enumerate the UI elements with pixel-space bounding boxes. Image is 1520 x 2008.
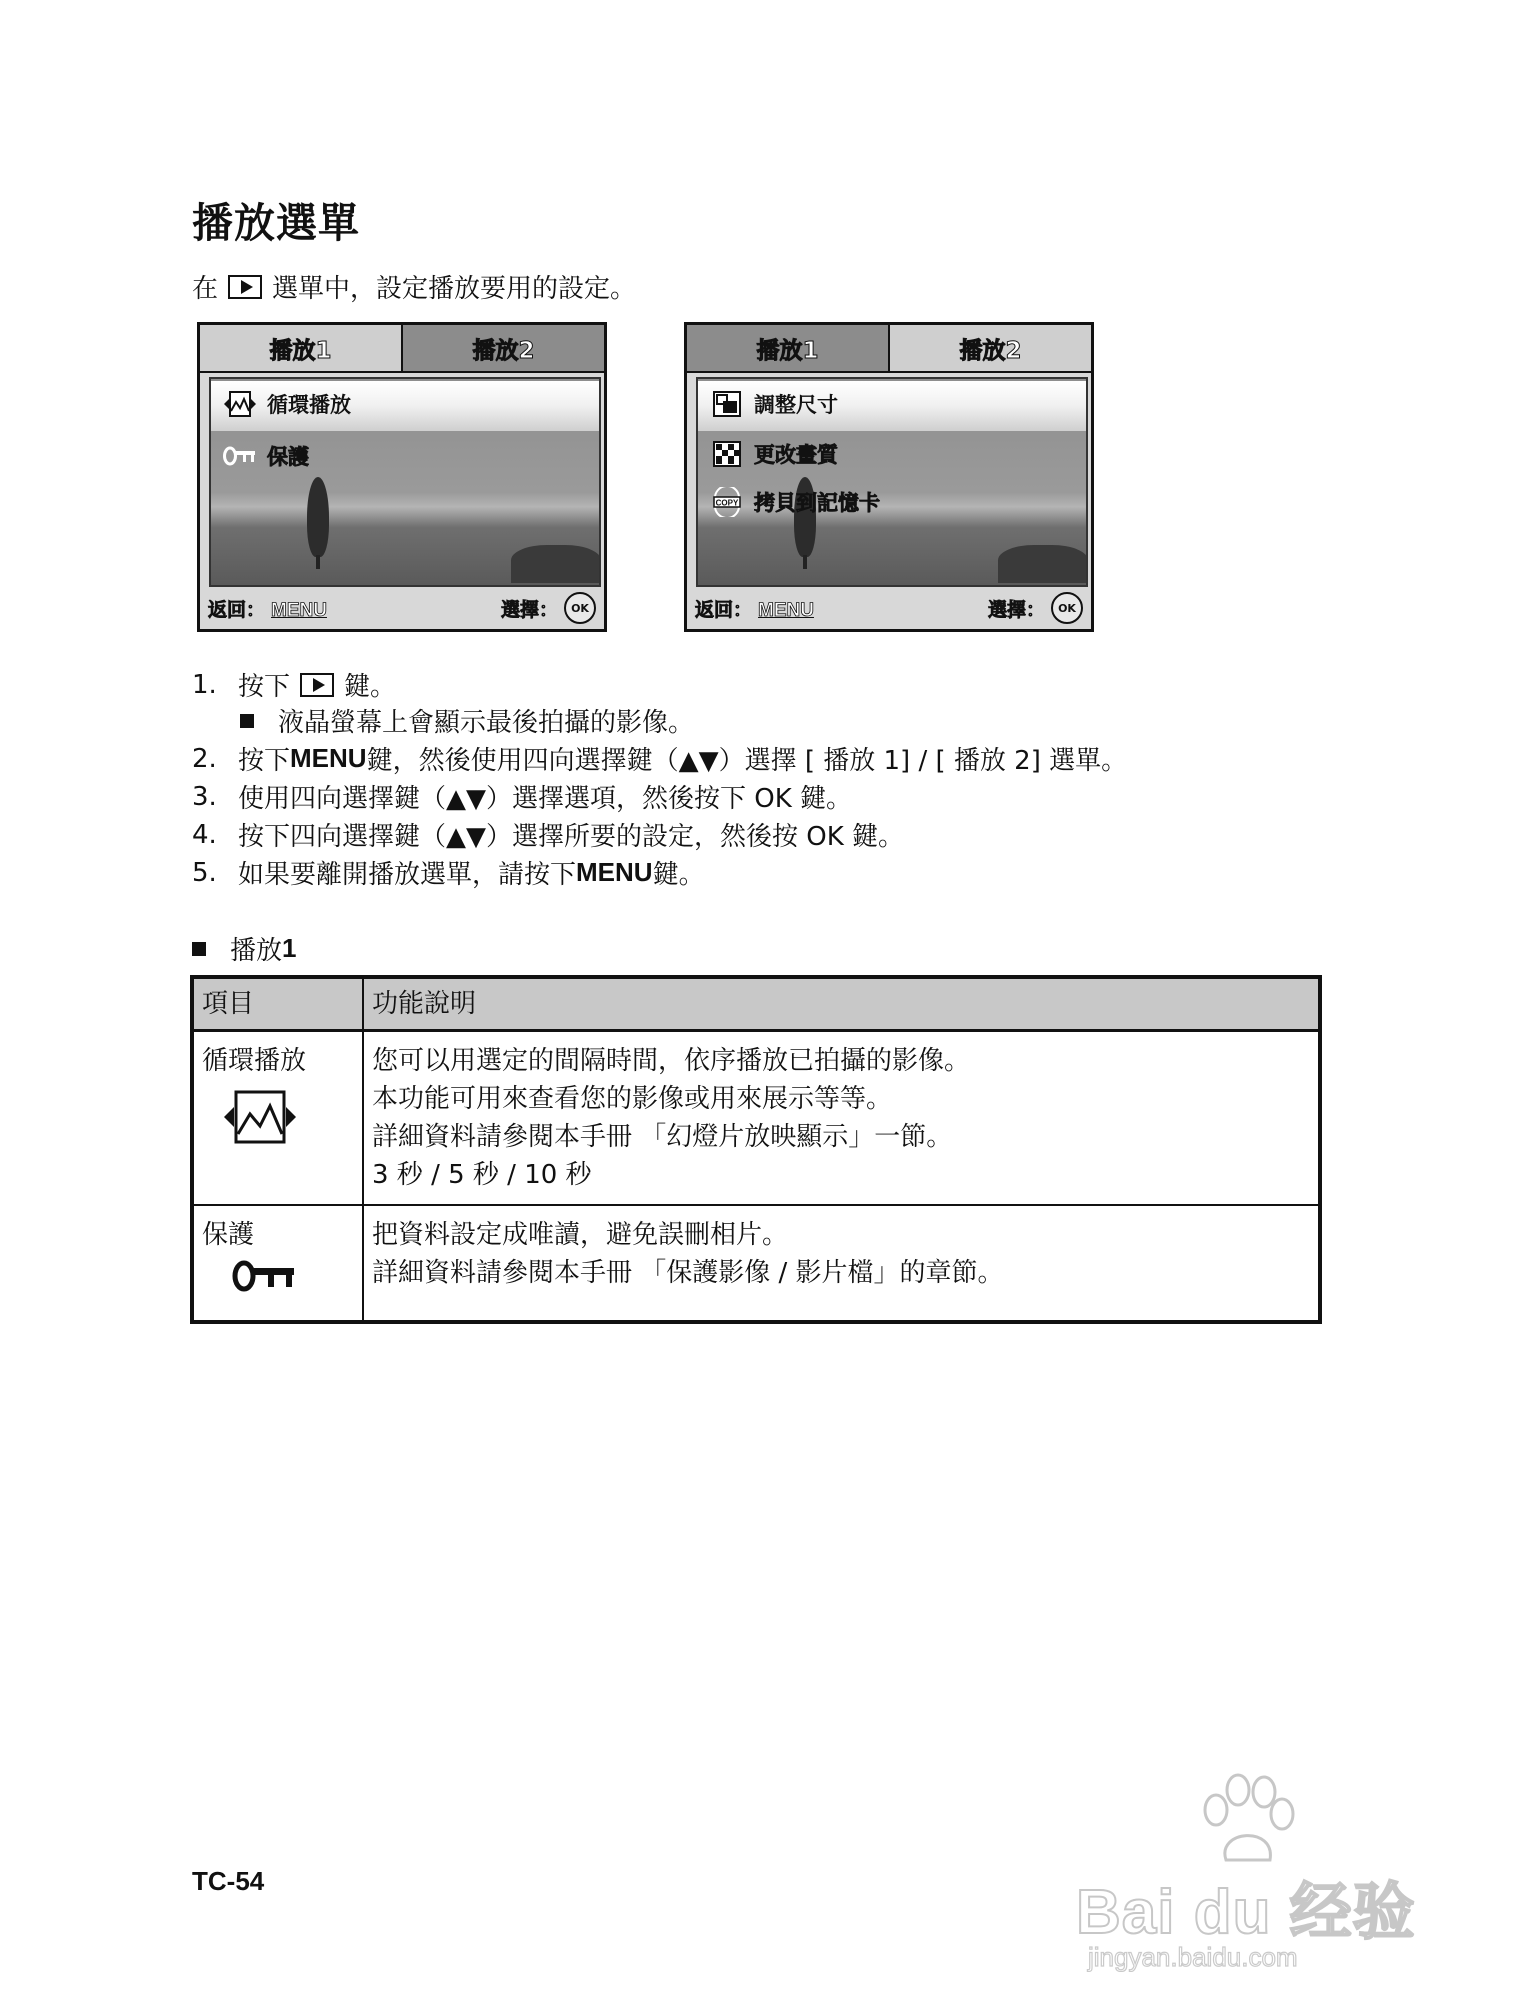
step-number: 5. — [192, 857, 217, 888]
step-text: 鍵。 — [652, 860, 705, 890]
page-number: TC-54 — [192, 1866, 265, 1896]
menu-item-label: 拷貝到記憶卡 — [754, 491, 880, 515]
menu-key: MENU — [758, 599, 814, 621]
row-description-cell — [363, 1205, 1320, 1322]
intro-before: 在 — [192, 274, 219, 304]
bullet-square — [192, 942, 206, 956]
step-number: 3. — [192, 781, 217, 812]
baidu-watermark — [1066, 1770, 1426, 1970]
select-label: 選擇： — [500, 598, 558, 621]
row-item-name: 保護 — [202, 1220, 255, 1250]
lcd-preview-image — [696, 377, 1088, 587]
description-line: 詳細資料請參閱本手冊 「幻燈片放映顯示」一節。 — [372, 1122, 953, 1152]
menu-item-label: 保護 — [267, 445, 309, 469]
step-text: 按下 — [238, 746, 291, 776]
step-note-text: 液晶螢幕上會顯示最後拍攝的影像。 — [278, 708, 695, 738]
menu-item-label: 調整尺寸 — [754, 393, 838, 417]
menu-item-label: 更改畫質 — [754, 443, 838, 467]
description-line: 您可以用選定的間隔時間，依序播放已拍攝的影像。 — [372, 1046, 971, 1076]
intro-after: 選單中，設定播放要用的設定。 — [272, 274, 637, 304]
paw-logo-icon — [1186, 1770, 1306, 1870]
row-item-cell — [192, 1031, 363, 1206]
step-number: 1. — [192, 669, 217, 700]
menu-item-label: 循環播放 — [267, 393, 351, 417]
ok-button-icon: OK — [1051, 592, 1083, 624]
back-label: 返回： — [208, 598, 266, 621]
table-row — [192, 1031, 1320, 1206]
resize-icon — [710, 389, 744, 419]
step-number: 4. — [192, 819, 217, 850]
lcd-footer — [687, 587, 1091, 629]
bush-shape — [998, 545, 1088, 583]
row-item-name: 循環播放 — [202, 1046, 307, 1076]
menu-item-slideshow[interactable] — [223, 389, 351, 419]
description-line: 本功能可用來查看您的影像或用來展示等等。 — [372, 1084, 893, 1114]
step-5 — [192, 854, 705, 891]
section-heading — [192, 930, 296, 967]
step-text: 按下四向選擇鍵（▲▼）選擇所要的設定，然後按 OK 鍵。 — [238, 822, 905, 852]
step-1 — [192, 666, 396, 703]
tree-shape — [307, 477, 329, 557]
slideshow-icon — [202, 1080, 354, 1159]
table-header-row — [192, 977, 1320, 1031]
bullet-square — [240, 714, 254, 728]
menu-key-text: MENU — [576, 857, 653, 887]
menu-key-text: MENU — [290, 743, 367, 773]
row-description-cell — [363, 1031, 1320, 1206]
section-number: 1 — [282, 933, 297, 963]
key-icon — [202, 1254, 354, 1305]
step-text: 按下 — [238, 672, 291, 702]
lcd-footer — [200, 587, 604, 629]
tree-trunk — [803, 555, 807, 569]
tab-playback1[interactable]: 播放1 — [200, 325, 401, 371]
section-label: 播放 — [230, 936, 283, 966]
svg-text:COPY: COPY — [715, 498, 739, 508]
watermark-url: jingyan.baidu.com — [1088, 1942, 1298, 1972]
bush-shape — [511, 545, 601, 583]
tab-playback1[interactable]: 播放1 — [687, 325, 888, 371]
description-line: 詳細資料請參閱本手冊 「保護影像 / 影片檔」的章節。 — [372, 1258, 1004, 1288]
row-item-cell — [192, 1205, 363, 1322]
page-title: 播放選單 — [192, 199, 360, 247]
quality-icon — [710, 439, 744, 469]
tab-playback2[interactable]: 播放2 — [888, 325, 1091, 371]
select-label: 選擇： — [987, 598, 1045, 621]
step-2 — [192, 740, 1127, 777]
tab-playback2[interactable]: 播放2 — [401, 325, 604, 371]
back-label: 返回： — [695, 598, 753, 621]
lcd-preview-image — [209, 377, 601, 587]
slideshow-icon — [223, 389, 257, 419]
lcd-tabs — [687, 325, 1091, 373]
menu-item-resize[interactable] — [710, 389, 838, 419]
header-description: 功能說明 — [363, 977, 1320, 1031]
play-icon — [228, 275, 262, 299]
key-icon — [223, 441, 257, 471]
step-text: 鍵，然後使用四向選擇鍵（▲▼）選擇 [ 播放 1] / [ 播放 2] 選單。 — [366, 746, 1128, 776]
step-text: 使用四向選擇鍵（▲▼）選擇選項，然後按下 OK 鍵。 — [238, 784, 853, 814]
intro-text — [192, 268, 636, 305]
menu-item-quality[interactable] — [710, 439, 838, 469]
step-text: 鍵。 — [344, 672, 397, 702]
menu-item-copy-to-card[interactable] — [710, 487, 880, 517]
copy-icon — [710, 487, 744, 517]
menu-key: MENU — [271, 599, 327, 621]
back-hint — [208, 595, 327, 622]
lcd-tabs — [200, 325, 604, 373]
settings-table — [190, 975, 1322, 1324]
description-line: 3 秒 / 5 秒 / 10 秒 — [372, 1160, 592, 1190]
header-item: 項目 — [192, 977, 363, 1031]
step-4 — [192, 816, 904, 853]
ok-button-icon: OK — [564, 592, 596, 624]
select-hint — [501, 592, 596, 624]
back-hint — [695, 595, 814, 622]
step-text: 如果要離開播放選單，請按下 — [238, 860, 577, 890]
play-icon — [300, 673, 334, 697]
step-number: 2. — [192, 743, 217, 774]
table-row — [192, 1205, 1320, 1322]
lcd-screen-playback1 — [197, 322, 607, 632]
description-line: 把資料設定成唯讀，避免誤刪相片。 — [372, 1220, 789, 1250]
watermark-main-text: Bai du 经验 — [1076, 1878, 1416, 1947]
tree-trunk — [316, 555, 320, 569]
step-3 — [192, 778, 852, 815]
menu-item-protect[interactable] — [223, 441, 309, 471]
step-1-note — [240, 702, 694, 739]
lcd-screen-playback2 — [684, 322, 1094, 632]
select-hint — [988, 592, 1083, 624]
